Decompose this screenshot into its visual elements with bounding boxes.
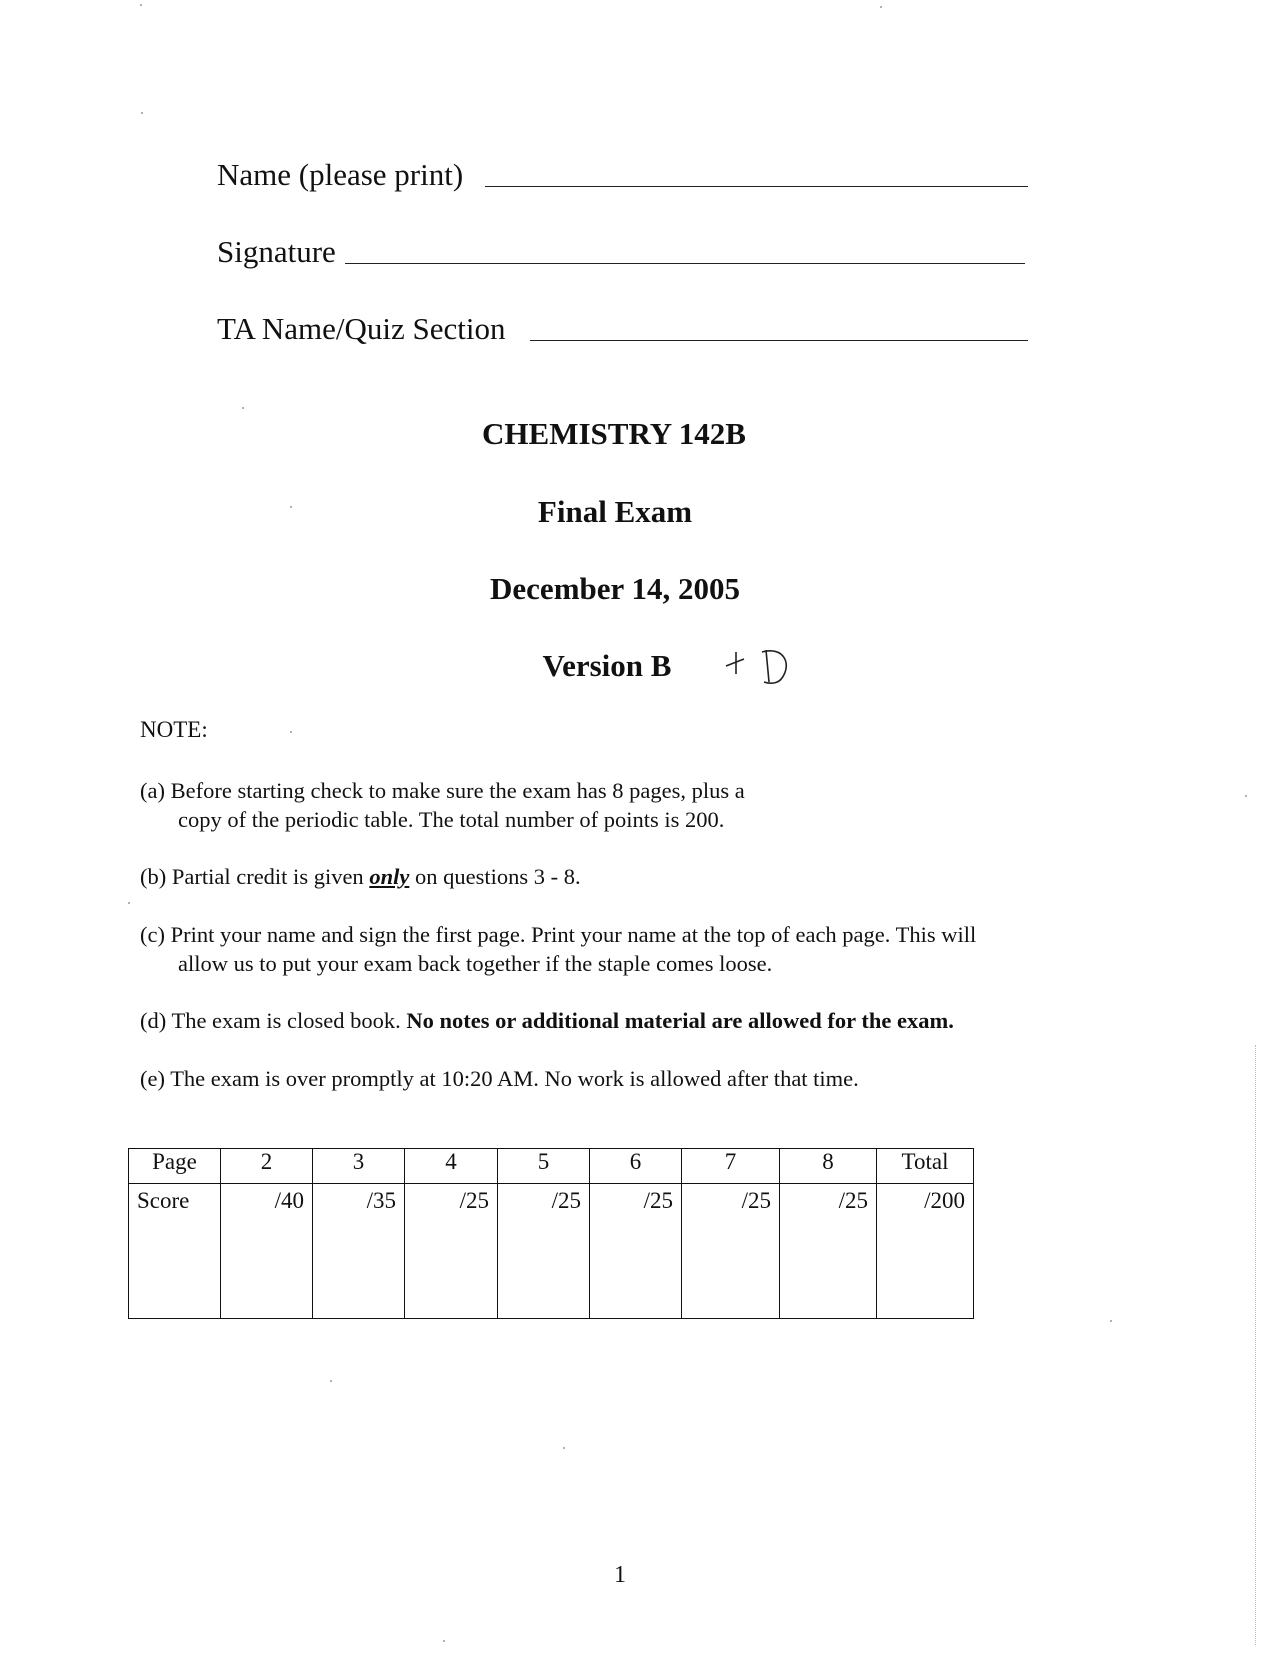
course-title: CHEMISTRY 142B [482,416,746,451]
note-d-bold: No notes or additional material are allowed for the exam. [406,1008,954,1033]
exam-date: December 14, 2005 [490,571,740,606]
header-cell-page: Page [129,1149,221,1184]
score-row-label: Score [129,1184,221,1319]
note-b-start: (b) Partial credit is given [140,864,370,889]
score-cell[interactable]: /25 [590,1184,682,1319]
header-cell: 6 [590,1149,682,1184]
scan-edge-artifact [1255,1045,1256,1645]
score-table-score-row [129,1184,974,1319]
header-cell: 2 [221,1149,313,1184]
score-cell[interactable]: /40 [221,1184,313,1319]
header-cell: 3 [313,1149,405,1184]
ta-section-label: TA Name/Quiz Section [217,311,506,346]
note-c [140,920,1120,978]
scan-speck [140,4,142,6]
header-cell: 5 [498,1149,590,1184]
signature-label: Signature [217,234,336,269]
note-d [140,1006,1120,1035]
note-a-line1: (a) Before starting check to make sure the exam has 8 pages, plus a [140,778,745,803]
scan-speck [1245,795,1247,797]
name-field[interactable] [217,157,463,193]
scan-speck [330,1380,332,1382]
scan-speck [1110,1320,1112,1322]
score-cell-total[interactable]: /200 [877,1184,974,1319]
handwritten-mark-icon [724,644,804,688]
page-number: 1 [614,1562,626,1588]
note-b [140,862,1120,891]
score-cell[interactable]: /35 [313,1184,405,1319]
scan-speck [242,407,244,409]
header-cell: 7 [682,1149,780,1184]
score-table [128,1148,974,1319]
note-b-end: on questions 3 - 8. [409,864,581,889]
score-cell[interactable]: /25 [405,1184,498,1319]
note-e [140,1064,1120,1093]
scan-speck [141,112,143,114]
signature-line[interactable] [345,263,1025,264]
header-cell-total: Total [877,1149,974,1184]
note-a-line2: copy of the periodic table. The total number of points is 200. [178,807,725,832]
scan-speck [563,1447,565,1449]
header-cell: 4 [405,1149,498,1184]
header-cell: 8 [780,1149,877,1184]
exam-version: Version B [542,648,672,683]
score-table-header-row [129,1149,974,1184]
name-label: Name (please print) [217,157,464,192]
scan-speck [443,1640,445,1642]
score-cell[interactable]: /25 [780,1184,877,1319]
note-e-line: (e) The exam is over promptly at 10:20 AM. No work is allowed after that time. [140,1066,859,1091]
note-heading: NOTE: [140,717,208,742]
scan-speck [290,731,292,733]
note-c-line1: (c) Print your name and sign the first page. Print your name at the top of each page. This will [140,922,977,947]
name-line[interactable] [485,186,1028,187]
scan-speck [290,506,292,508]
scan-speck [880,6,882,8]
ta-section-line[interactable] [530,340,1028,341]
ta-section-field[interactable] [217,311,506,347]
note-b-emphasis: only [369,864,410,889]
note-a [140,776,1120,834]
exam-title: Final Exam [537,494,693,529]
note-d-plain: (d) The exam is closed book. [140,1008,407,1033]
note-c-line2: allow us to put your exam back together if the staple comes loose. [178,951,773,976]
scan-speck [128,902,130,904]
signature-field[interactable] [217,234,336,270]
score-cell[interactable]: /25 [682,1184,780,1319]
score-cell[interactable]: /25 [498,1184,590,1319]
